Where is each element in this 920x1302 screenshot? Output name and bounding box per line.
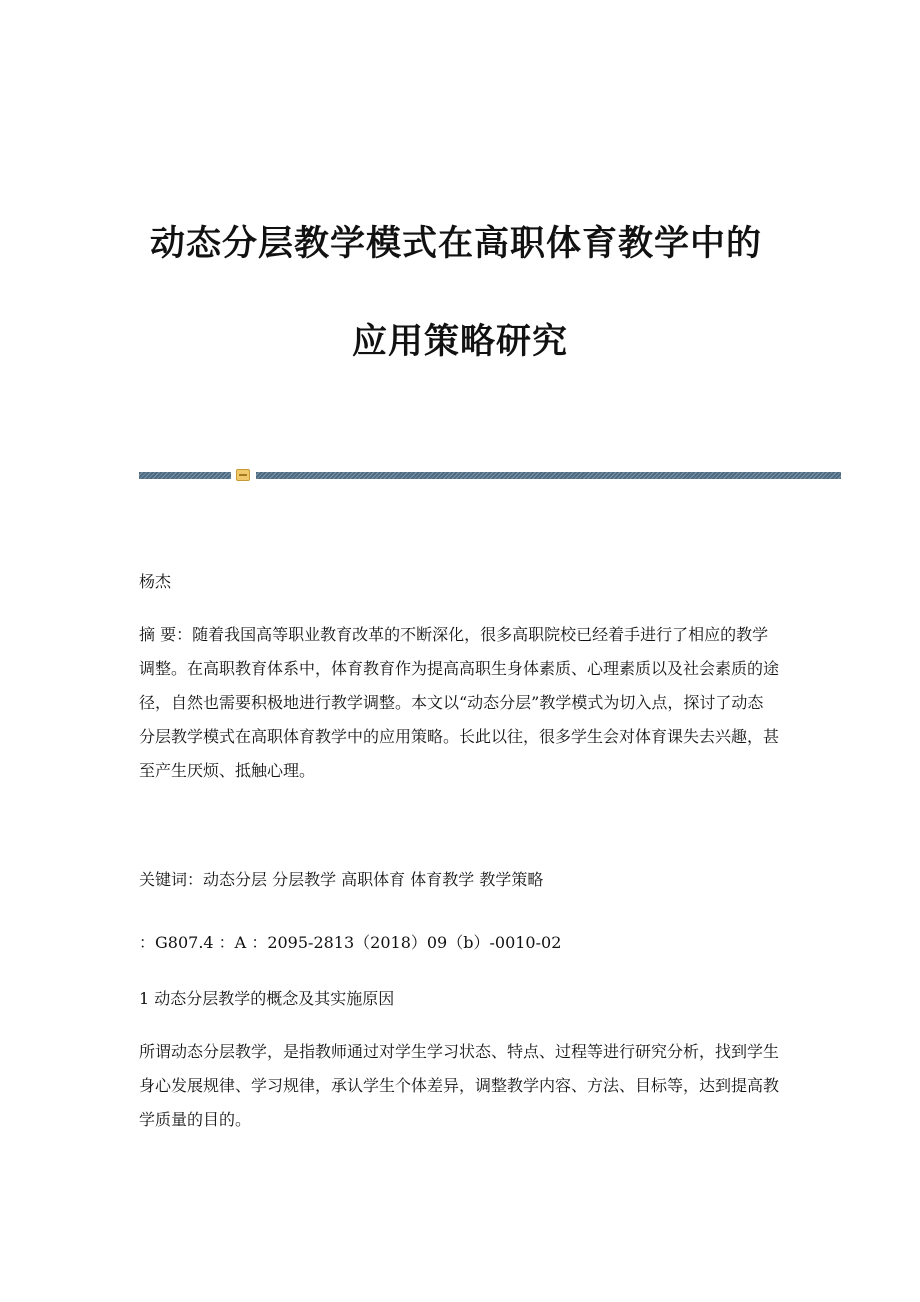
document-title-line-2: 应用策略研究	[351, 322, 568, 362]
section-body-paragraph: 所谓动态分层教学，是指教师通过对学生学习状态、特点、过程等进行研究分析，找到学生身心发展规律、学习规律，承认学生个体差异，调整教学内容、方法、目标等，达到提高教学质量的目的。	[139, 1042, 780, 1129]
abstract-paragraph: 摘 要：随着我国高等职业教育改革的不断深化，很多高职院校已经着手进行了相应的教学调整。在高职教育体系中，体育教育作为提高高职生身体素质、心理素质以及社会素质的途径，自然也需要积极地进行教学调整。本文以“动态分层”教学模式为切入点，探讨了动态分层教学模式在高职体育教学中的应用策略。长此以往，很多学生会对体育课失去兴趣，甚至产生厌烦、抵触心理。	[139, 625, 780, 780]
keywords-line: 关键词：动态分层 分层教学 高职体育 体育教学 教学策略	[139, 870, 544, 889]
author-name: 杨杰	[139, 572, 172, 591]
divider-ornament-icon	[236, 469, 250, 481]
divider-bar-right	[256, 472, 841, 479]
section-heading: 1 动态分层教学的概念及其实施原因	[139, 989, 395, 1008]
classification-codes: ：G807.4 ：A ：2095-2813（2018）09（b）-0010-02	[139, 933, 562, 952]
decorative-divider	[139, 469, 841, 481]
divider-bar-left	[139, 472, 231, 479]
document-title-line-1: 动态分层教学模式在高职体育教学中的	[149, 224, 762, 264]
